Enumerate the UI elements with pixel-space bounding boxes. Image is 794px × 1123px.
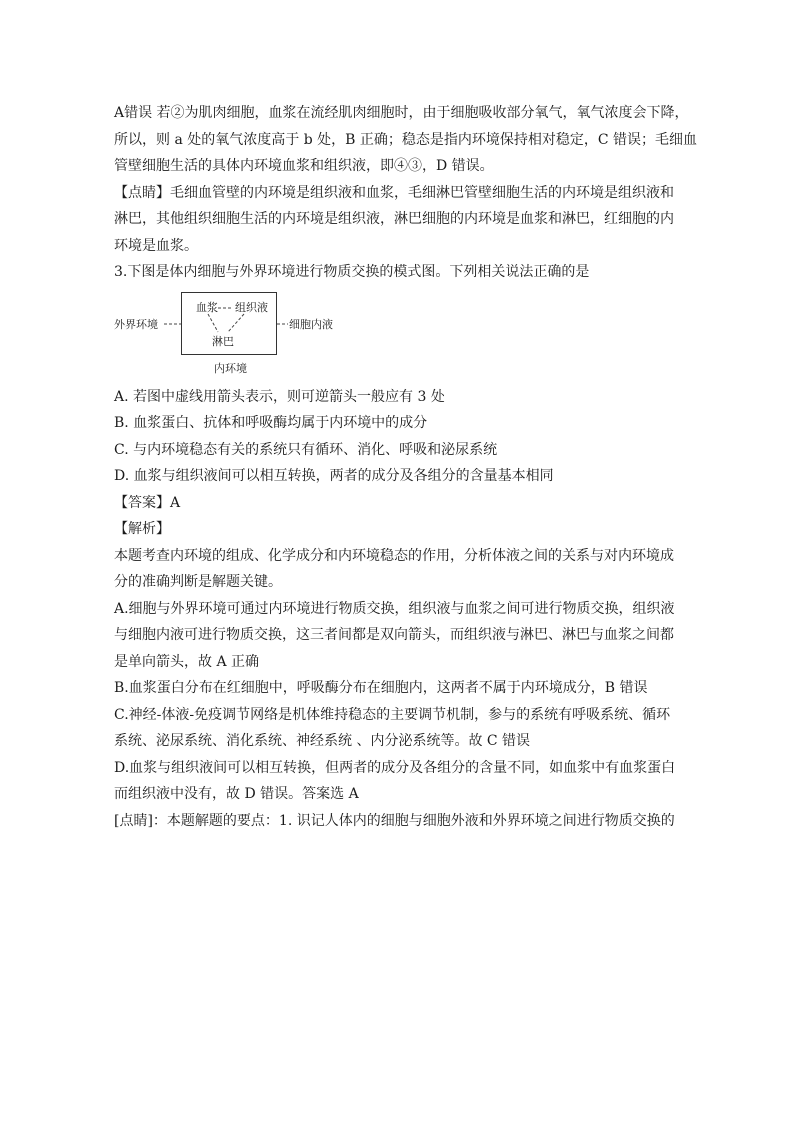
key-point-line: 环境是血浆。 [114,237,198,254]
analysis-line: 与细胞内液可进行物质交换，这三者间都是双向箭头，而组织液与淋巴、淋巴与血浆之间都 [114,627,674,643]
paragraph-line: A错误 若②为肌肉细胞，血浆在流经肌肉细胞时，由于细胞吸收部分氧气，氧气浓度会下降， [114,105,689,121]
answer-line: 【答案】A [114,494,181,511]
analysis-line: 分的准确判断是解题关键。 [114,574,282,590]
plasma-label: 血浆 [196,300,218,314]
body-fluid-diagram [114,290,689,382]
analysis-title: 【解析】 [114,521,170,537]
analysis-line: B.血浆蛋白分布在红细胞中，呼吸酶分布在细胞内，这两者不属于内环境成分，B 错误 [114,680,648,696]
analysis-line: 而组织液中没有，故 D 错误。答案选 A [114,786,359,802]
analysis-line: [点睛]：本题解题的要点：1. 识记人体内的细胞与细胞外液和外界环境之间进行物质交换的 [114,812,675,829]
question-stem: 3.下图是体内细胞与外界环境进行物质交换的模式图。下列相关说法正确的是 [114,264,590,280]
analysis-line: 本题考查内环境的组成、化学成分和内环境稳态的作用，分析体液之间的关系与对内环境成 [114,547,674,564]
document-content [114,100,698,834]
analysis-line: D.血浆与组织液间可以相互转换，但两者的成分及各组分的含量不同，如血浆中有血浆蛋白 [114,759,676,776]
option-a: A. 若图中虚线用箭头表示，则可逆箭头一般应有 3 处 [114,388,445,405]
intracellular-fluid-label: 细胞内液 [289,317,333,331]
analysis-line: 是单向箭头，故 A 正确 [114,653,260,670]
paragraph-line: 管壁细胞生活的具体内环境血浆和组织液，即④③，D 错误。 [114,158,494,174]
option-c: C. 与内环境稳态有关的系统只有循环、消化、呼吸和泌尿系统 [114,441,498,458]
key-point-line: 淋巴，其他组织细胞生活的内环境是组织液，淋巴细胞的内环境是血浆和淋巴，红细胞的内 [114,211,674,227]
inner-environment-label: 内环境 [214,361,247,375]
tissue-fluid-label: 组织液 [235,300,268,314]
analysis-line: C.神经-体液-免疫调节网络是机体维持稳态的主要调节机制，参与的系统有呼吸系统、循环 [114,706,671,723]
key-point-line: 【点睛】毛细血管壁的内环境是组织液和血浆，毛细淋巴管壁细胞生活的内环境是组织液和 [114,184,674,201]
analysis-line: A.细胞与外界环境可通过内环境进行物质交换，组织液与血浆之间可进行物质交换，组织液 [114,600,675,617]
lymph-label: 淋巴 [212,334,234,348]
outer-environment-label: 外界环境 [114,317,158,331]
option-b: B. 血浆蛋白、抗体和呼吸酶均属于内环境中的成分 [114,415,428,431]
option-d: D. 血浆与组织液间可以相互转换，两者的成分及各组分的含量基本相同 [114,468,554,484]
paragraph-line: 所以，则 a 处的氧气浓度高于 b 处，B 正确；稳态是指内环境保持相对稳定，C 错误；毛细血 [114,131,698,148]
analysis-line: 系统、泌尿系统、消化系统、神经系统 、内分泌系统等。故 C 错误 [114,733,531,749]
